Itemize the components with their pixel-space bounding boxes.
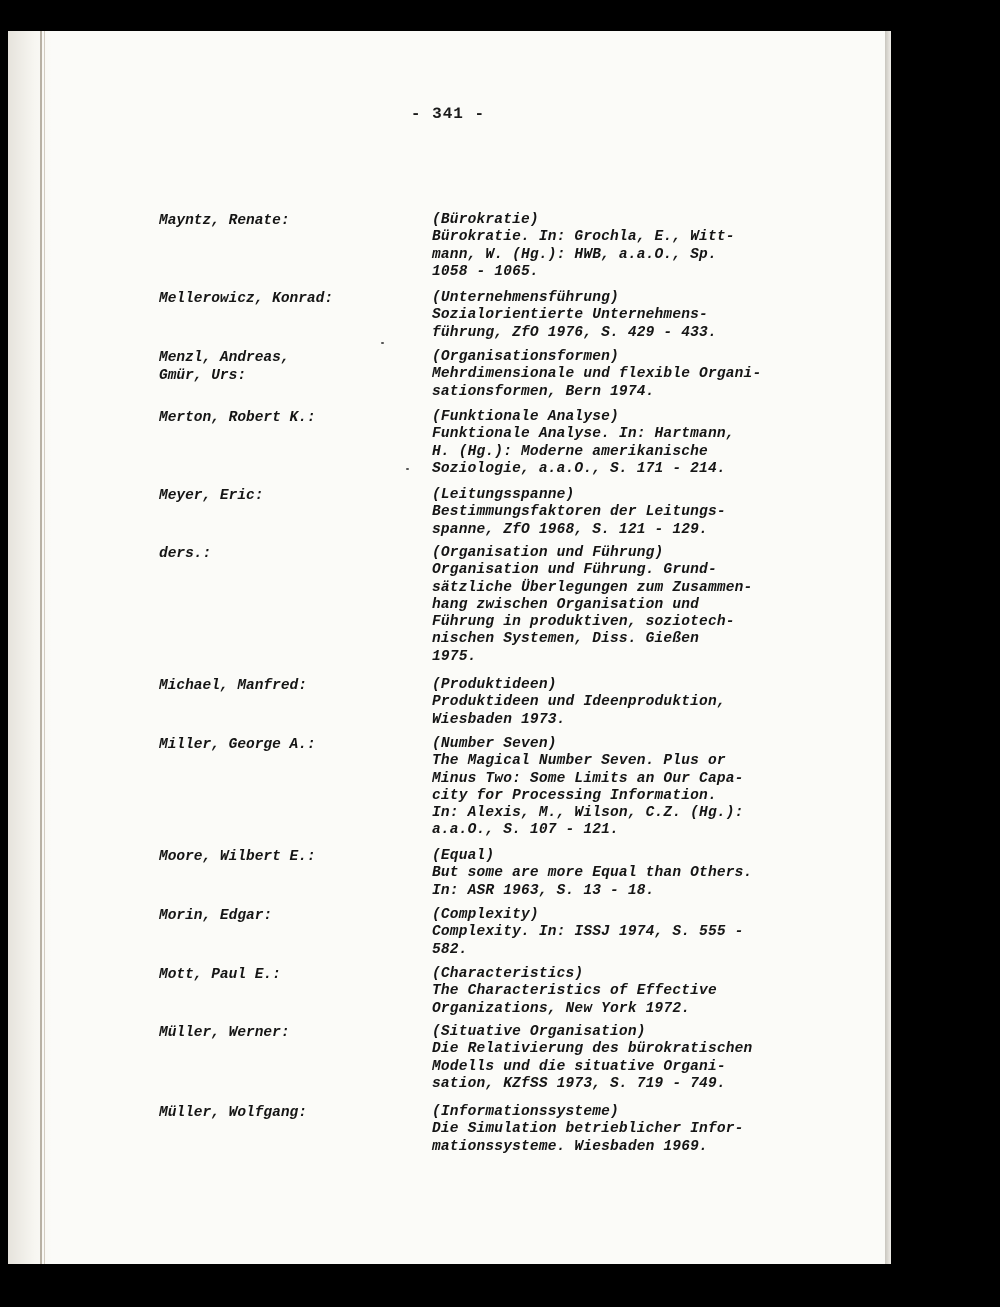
entry-reference	[432, 212, 872, 281]
entry-reference-line: city for Processing Information.	[432, 787, 717, 804]
entry-reference-line: nischen Systemen, Diss. Gießen	[432, 631, 700, 648]
entry-reference-line: In: ASR 1963, S. 13 - 18.	[432, 882, 655, 899]
entry-reference-line: Sozialorientierte Unternehmens-	[432, 307, 708, 324]
entry-reference-line: mann, W. (Hg.): HWB, a.a.O., Sp.	[432, 246, 717, 263]
entry-author: Müller, Werner:	[159, 1025, 290, 1041]
book-page	[8, 31, 888, 1264]
entry-short-title: (Produktideen)	[432, 677, 557, 693]
entry-reference-line: sationsformen, Bern 1974.	[432, 383, 655, 400]
entry-author: Merton, Robert K.:	[159, 410, 316, 426]
entry-reference-line: In: Alexis, M., Wilson, C.Z. (Hg.):	[432, 805, 744, 822]
entry-reference	[432, 966, 872, 1018]
entry-reference-line: The Magical Number Seven. Plus or	[432, 753, 726, 770]
entry-reference-line: Wiesbaden 1973.	[432, 711, 566, 728]
entry-reference	[432, 545, 872, 666]
entry-reference	[432, 487, 872, 539]
entry-reference-line: mationssysteme. Wiesbaden 1969.	[432, 1138, 708, 1155]
entry-author: Michael, Manfred:	[159, 678, 307, 694]
entry-short-title: (Complexity)	[432, 907, 539, 923]
entry-short-title: (Bürokratie)	[432, 212, 539, 228]
entry-reference-line: a.a.O., S. 107 - 121.	[432, 822, 619, 839]
entry-short-title: (Characteristics)	[432, 966, 584, 982]
entry-reference-line: Complexity. In: ISSJ 1974, S. 555 -	[432, 924, 744, 941]
entry-short-title: (Number Seven)	[432, 736, 557, 752]
entry-author: Mayntz, Renate:	[159, 213, 290, 229]
entry-short-title: (Equal)	[432, 848, 495, 864]
entry-reference-line: Führung in produktiven, soziotech-	[432, 614, 735, 631]
entry-reference	[432, 290, 872, 342]
entry-reference-line: hang zwischen Organisation und	[432, 596, 700, 613]
binding-fold-line	[40, 31, 42, 1264]
entry-author: ders.:	[159, 546, 212, 562]
entry-author: Morin, Edgar:	[159, 908, 273, 924]
entry-short-title: (Organisationsformen)	[432, 349, 619, 365]
entry-short-title: (Informationssysteme)	[432, 1104, 619, 1120]
entry-reference-line: The Characteristics of Effective	[432, 983, 717, 1000]
entry-reference-line: Organisation und Führung. Grund-	[432, 562, 717, 579]
entry-reference-line: Bestimmungsfaktoren der Leitungs-	[432, 504, 726, 521]
entry-short-title: (Leitungsspanne)	[432, 487, 575, 503]
entry-author: Miller, George A.:	[159, 737, 316, 753]
entry-author: Moore, Wilbert E.:	[159, 849, 316, 865]
entry-author: Meyer, Eric:	[159, 488, 264, 504]
page-binding	[8, 31, 52, 1264]
entry-author: Müller, Wolfgang:	[159, 1105, 307, 1121]
entry-short-title: (Situative Organisation)	[432, 1024, 646, 1040]
entry-reference-line: 1975.	[432, 648, 477, 665]
entry-reference-line: Die Simulation betrieblicher Infor-	[432, 1121, 744, 1138]
paper-speck	[406, 468, 409, 470]
entry-reference-line: Organizations, New York 1972.	[432, 1000, 691, 1017]
entry-reference-line: sätzliche Überlegungen zum Zusammen-	[432, 579, 753, 596]
entry-reference-line: 582.	[432, 941, 468, 958]
entry-reference-line: führung, ZfO 1976, S. 429 - 433.	[432, 324, 717, 341]
entry-reference	[432, 409, 872, 478]
entry-reference	[432, 1104, 872, 1156]
entry-reference	[432, 677, 872, 729]
entry-reference	[432, 848, 872, 900]
entry-reference-line: Minus Two: Some Limits an Our Capa-	[432, 770, 744, 787]
entry-reference-line: Funktionale Analyse. In: Hartmann,	[432, 426, 735, 443]
entry-reference-line: 1058 - 1065.	[432, 263, 539, 280]
entry-short-title: (Organisation und Führung)	[432, 545, 664, 561]
entry-reference-line: spanne, ZfO 1968, S. 121 - 129.	[432, 521, 708, 538]
page-number: - 341 -	[410, 105, 486, 123]
entry-short-title: (Funktionale Analyse)	[432, 409, 619, 425]
entry-reference-line: Die Relativierung des bürokratischen	[432, 1041, 753, 1058]
paper-speck	[381, 342, 384, 344]
entry-short-title: (Unternehmensführung)	[432, 290, 619, 306]
entry-reference	[432, 907, 872, 959]
entry-reference-line: sation, KZfSS 1973, S. 719 - 749.	[432, 1075, 726, 1092]
entry-reference-line: Mehrdimensionale und flexible Organi-	[432, 366, 762, 383]
entry-author: Menzl, Andreas, Gmür, Urs:	[159, 350, 290, 384]
entry-author: Mellerowicz, Konrad:	[159, 291, 334, 307]
page-edge	[885, 31, 891, 1264]
entry-author: Mott, Paul E.:	[159, 967, 281, 983]
entry-reference-line: Bürokratie. In: Grochla, E., Witt-	[432, 229, 735, 246]
entry-reference-line: H. (Hg.): Moderne amerikanische	[432, 443, 708, 460]
entry-reference	[432, 1024, 872, 1093]
entry-reference	[432, 349, 872, 401]
entry-reference-line: But some are more Equal than Others.	[432, 865, 753, 882]
entry-reference-line: Modells und die situative Organi-	[432, 1058, 726, 1075]
entry-reference-line: Produktideen und Ideenproduktion,	[432, 694, 726, 711]
entry-reference-line: Soziologie, a.a.O., S. 171 - 214.	[432, 460, 726, 477]
binding-fold-shadow	[44, 31, 45, 1264]
entry-reference	[432, 736, 872, 840]
